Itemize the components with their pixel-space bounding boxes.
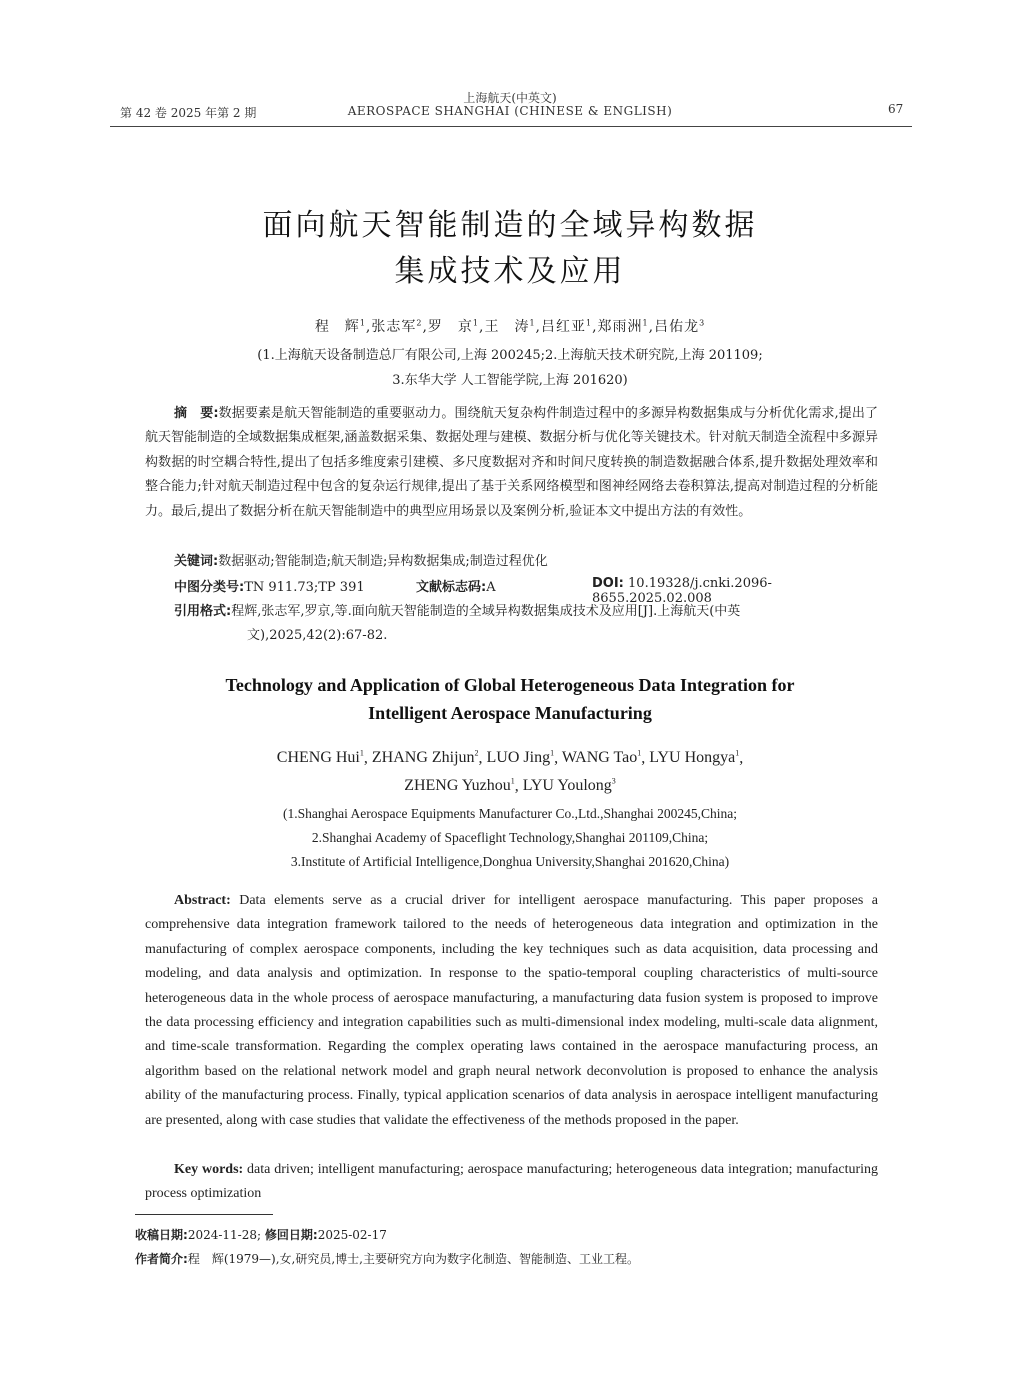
- title-en-line1: Technology and Application of Global Heterogeneous Data Integration for: [225, 675, 795, 695]
- journal-name-cn: 上海航天(中英文): [463, 91, 557, 105]
- keywords-en-text: data driven; intelligent manufacturing; aerospace manufacturing; heterogeneous data integration; manufacturing process optimization: [145, 1162, 879, 1202]
- author-cn: 吕红亚$^1$: [541, 318, 593, 335]
- authors-en-line1: CHENG Hui$^1$, ZHANG Zhijun$^2$, LUO Jing$^1$, WANG Tao$^1$, LYU Hongya$^1$,: [276, 749, 744, 767]
- author-en: CHENG Hui$^1$: [276, 749, 364, 767]
- author-cn: 王 涛$^1$: [484, 318, 536, 335]
- abstract-cn-label: 摘 要:: [174, 406, 219, 421]
- author-en: WANG Tao$^1$: [561, 749, 642, 767]
- keywords-en-label: Key words:: [174, 1162, 244, 1177]
- clc-value: TN 911.73;TP 391: [244, 580, 365, 595]
- authors-en-line2: ZHENG Yuzhou$^1$, LYU Youlong$^3$: [404, 777, 616, 795]
- keywords-cn-label: 关键词:: [174, 554, 219, 569]
- clc-label: 中图分类号:: [174, 580, 245, 595]
- journal-name-en: AEROSPACE SHANGHAI (CHINESE & ENGLISH): [347, 104, 673, 118]
- issue-info: 第 42 卷 2025 年第 2 期: [120, 106, 257, 120]
- abstract-en: [145, 889, 878, 1133]
- abstract-cn: [145, 402, 878, 524]
- authors-cn: 程 辉$^1$,张志军$^2$,罗 京$^1$,王 涛$^1$,吕红亚$^1$,郑雨洲$^1$,吕佑龙$^3$: [314, 318, 706, 335]
- abstract-en-text: Data elements serve as a crucial driver for intelligent aerospace manufacturing. This paper proposes a comprehensive data integration framework tailored to the needs of heterogeneous data integration and optimization in the manufacturing of complex aerospace components, including the key techniques such as data acquisition, data processing and modeling, and data analysis and optimization. In response to the spatio-temporal coupling characteristics of multi-source heterogeneous data in the whole process of aerospace manufacturing, a manufacturing data fusion system is proposed to improve the data processing efficiency and integration capabilities such as multi-dimensional index modeling, multi-scale data alignment, and time-scale transformation. Regarding the complex operating laws contained in the aerospace manufacturing process, an algorithm based on the relational network model and graph neural network deconvolution is proposed to enhance the analysis ability of the manufacturing process. Finally, typical application scenarios of data analysis in aerospace intelligent manufacturing are presented, along with case studies that validate the effectiveness of the methods proposed in the paper.: [145, 893, 878, 1128]
- doi-value: 10.19328/j.cnki.2096-8655.2025.02.008: [592, 576, 772, 606]
- title-cn-line1: 面向航天智能制造的全域异构数据: [262, 208, 758, 243]
- classification-row: [174, 576, 878, 606]
- author-en: LUO Jing$^1$: [486, 749, 555, 767]
- citation-line2: 文),2025,42(2):67-82.: [247, 628, 388, 644]
- citation-line1: 程辉,张志军,罗京,等.面向航天智能制造的全域异构数据集成技术及应用[J].上海航天(中英: [231, 604, 741, 619]
- author-en: ZHENG Yuzhou$^1$: [404, 777, 515, 795]
- footnote-dates: [135, 1226, 387, 1243]
- title-cn-line2: 集成技术及应用: [394, 254, 626, 289]
- doi-label: DOI:: [592, 576, 624, 591]
- affiliation-cn-line1: (1.上海航天设备制造总厂有限公司,上海 200245;2.上海航天技术研究院,上海 201109;: [257, 348, 763, 363]
- author-cn: 张志军$^2$: [371, 318, 423, 335]
- author-cn: 程 辉$^1$: [314, 318, 366, 335]
- page-number: 67: [888, 102, 904, 116]
- affiliation-cn-line2: 3.东华大学 人工智能学院,上海 201620): [392, 373, 628, 388]
- affiliation-en-line1: (1.Shanghai Aerospace Equipments Manufacturer Co.,Ltd.,Shanghai 200245,China;: [282, 806, 738, 821]
- title-en-line2: Intelligent Aerospace Manufacturing: [368, 703, 652, 723]
- author-en: LYU Hongya$^1$: [649, 749, 740, 767]
- received-value: 2024-11-28;: [187, 1228, 262, 1242]
- revised-label: 修回日期:: [264, 1228, 318, 1242]
- received-label: 收稿日期:: [135, 1228, 188, 1242]
- bio-label: 作者简介:: [135, 1252, 188, 1266]
- doc-code-value: A: [486, 580, 496, 595]
- bio-value: 程 辉(1979—),女,研究员,博士,主要研究方向为数字化制造、智能制造、工业工程。: [187, 1252, 639, 1266]
- keywords-en: [145, 1158, 878, 1207]
- author-en: ZHANG Zhijun$^2$: [371, 749, 479, 767]
- footnote-rule: [135, 1214, 273, 1215]
- citation-label: 引用格式:: [174, 604, 232, 619]
- affiliation-en-line3: 3.Institute of Artificial Intelligence,Donghua University,Shanghai 201620,China): [290, 854, 730, 869]
- citation: [174, 600, 878, 649]
- abstract-en-label: Abstract:: [174, 893, 231, 908]
- abstract-cn-text: 数据要素是航天智能制造的重要驱动力。围绕航天复杂构件制造过程中的多源异构数据集成与分析优化需求,提出了航天智能制造的全域数据集成框架,涵盖数据采集、数据处理与建模、数据分析与优化等关键技术。针对航天制造全流程中多源异构数据的时空耦合特性,提出了包括多维度索引建模、多尺度数据对齐和时间尺度转换的制造数据融合体系,提升数据处理效率和整合能力;针对航天制造过程中包含的复杂运行规律,提出了基于关系网络模型和图神经网络去卷积算法,提高对制造过程的分析能力。最后,提出了数据分析在航天智能制造中的典型应用场景以及案例分析,验证本文中提出方法的有效性。: [145, 406, 878, 519]
- keywords-cn: [174, 550, 878, 574]
- footnote-bio: [135, 1250, 639, 1267]
- author-cn: 罗 京$^1$: [427, 318, 479, 335]
- header-rule: [110, 126, 912, 127]
- keywords-cn-text: 数据驱动;智能制造;航天制造;异构数据集成;制造过程优化: [218, 554, 548, 569]
- doc-code-label: 文献标志码:: [416, 580, 487, 595]
- author-cn: 吕佑龙$^3$: [654, 318, 706, 335]
- author-en: LYU Youlong$^3$: [522, 777, 616, 795]
- revised-value: 2025-02-17: [317, 1228, 387, 1242]
- affiliation-en-line2: 2.Shanghai Academy of Spaceflight Technology,Shanghai 201109,China;: [311, 830, 709, 845]
- author-cn: 郑雨洲$^1$: [597, 318, 649, 335]
